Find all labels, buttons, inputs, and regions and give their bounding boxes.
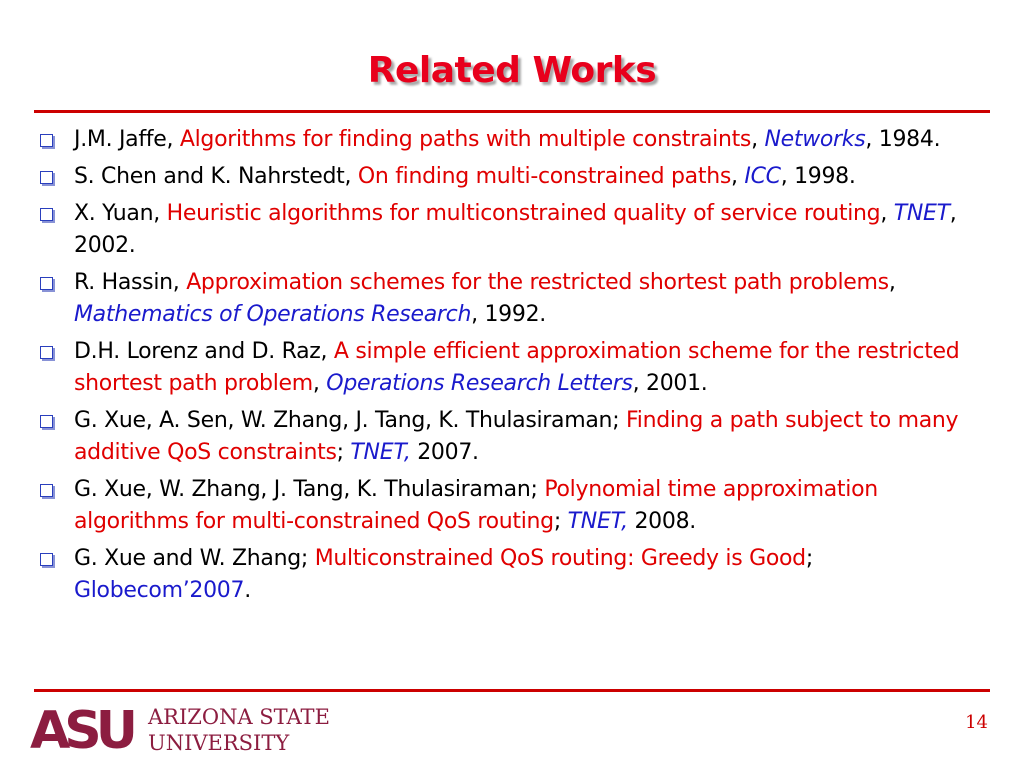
ref-separator: ; bbox=[336, 440, 351, 465]
ref-venue: TNET, bbox=[350, 440, 411, 465]
ref-authors: G. Xue and W. Zhang; bbox=[74, 546, 315, 571]
square-bullet-icon bbox=[40, 484, 53, 497]
square-bullet-icon bbox=[40, 134, 53, 147]
ref-separator: ; bbox=[805, 546, 813, 571]
ref-authors: S. Chen and K. Nahrstedt, bbox=[74, 164, 358, 189]
ref-separator: , bbox=[880, 201, 894, 226]
square-bullet-icon bbox=[40, 553, 53, 566]
ref-authors: J.M. Jaffe, bbox=[74, 127, 180, 152]
ref-title: On finding multi-constrained paths bbox=[357, 164, 731, 189]
ref-authors: X. Yuan, bbox=[74, 201, 167, 226]
reference-item bbox=[36, 543, 996, 607]
ref-venue: Operations Research Letters bbox=[326, 371, 633, 396]
footer-divider bbox=[34, 689, 990, 692]
square-bullet-icon bbox=[40, 208, 53, 221]
ref-tail: , 1984. bbox=[865, 127, 941, 152]
ref-title: Algorithms for finding paths with multiple constraints bbox=[179, 127, 752, 152]
logo-line1: ARIZONA STATE bbox=[148, 705, 330, 729]
ref-tail: . bbox=[244, 578, 251, 603]
ref-title: Heuristic algorithms for multiconstrained quality of service routing bbox=[166, 201, 881, 226]
reference-item bbox=[36, 267, 996, 331]
square-bullet-icon bbox=[40, 171, 53, 184]
ref-tail: , 2002. bbox=[74, 201, 957, 258]
asu-logo bbox=[30, 700, 340, 756]
slide-title: Related Works bbox=[367, 50, 657, 91]
ref-venue: TNET bbox=[893, 201, 950, 226]
square-bullet-icon bbox=[40, 277, 53, 290]
ref-venue: ICC bbox=[744, 164, 781, 189]
ref-separator: , bbox=[312, 371, 327, 396]
reference-item bbox=[36, 336, 996, 400]
logo-line2: UNIVERSITY bbox=[148, 731, 290, 755]
reference-item bbox=[36, 124, 996, 156]
ref-title: Finding a path subject to many additive QoS constraints bbox=[74, 408, 959, 465]
reference-item bbox=[36, 474, 996, 538]
ref-venue: Mathematics of Operations Research bbox=[74, 302, 472, 327]
ref-title: Polynomial time approximation algorithms for multi-constrained QoS routing bbox=[74, 477, 878, 534]
square-bullet-icon bbox=[40, 346, 53, 359]
reference-item bbox=[36, 161, 996, 193]
logo-mark: ASU bbox=[30, 701, 132, 756]
ref-venue: Globecom’2007 bbox=[74, 578, 245, 603]
ref-title: A simple efficient approximation scheme for the restricted shortest path problem bbox=[74, 339, 960, 396]
ref-title: Multiconstrained QoS routing: Greedy is Good bbox=[314, 546, 806, 571]
reference-item bbox=[36, 198, 996, 262]
ref-venue: TNET, bbox=[567, 509, 628, 534]
reference-list bbox=[36, 124, 996, 612]
ref-tail: , 1992. bbox=[471, 302, 546, 327]
ref-authors: R. Hassin, bbox=[74, 270, 187, 295]
ref-separator: , bbox=[888, 270, 896, 295]
title-divider bbox=[34, 110, 990, 113]
reference-item bbox=[36, 405, 996, 469]
ref-venue: Networks bbox=[764, 127, 866, 152]
ref-tail: , 2001. bbox=[632, 371, 708, 396]
ref-authors: G. Xue, W. Zhang, J. Tang, K. Thulasiraman; bbox=[74, 477, 545, 502]
ref-title: Approximation schemes for the restricted shortest path problems bbox=[186, 270, 889, 295]
ref-separator: , bbox=[731, 164, 745, 189]
ref-separator: ; bbox=[553, 509, 568, 534]
page-number: 14 bbox=[965, 712, 988, 733]
ref-tail: 2007. bbox=[410, 440, 479, 465]
ref-authors: D.H. Lorenz and D. Raz, bbox=[74, 339, 334, 364]
ref-tail: , 1998. bbox=[780, 164, 856, 189]
ref-tail: 2008. bbox=[627, 509, 696, 534]
ref-authors: G. Xue, A. Sen, W. Zhang, J. Tang, K. Thulasiraman; bbox=[74, 408, 626, 433]
square-bullet-icon bbox=[40, 415, 53, 428]
ref-separator: , bbox=[751, 127, 765, 152]
